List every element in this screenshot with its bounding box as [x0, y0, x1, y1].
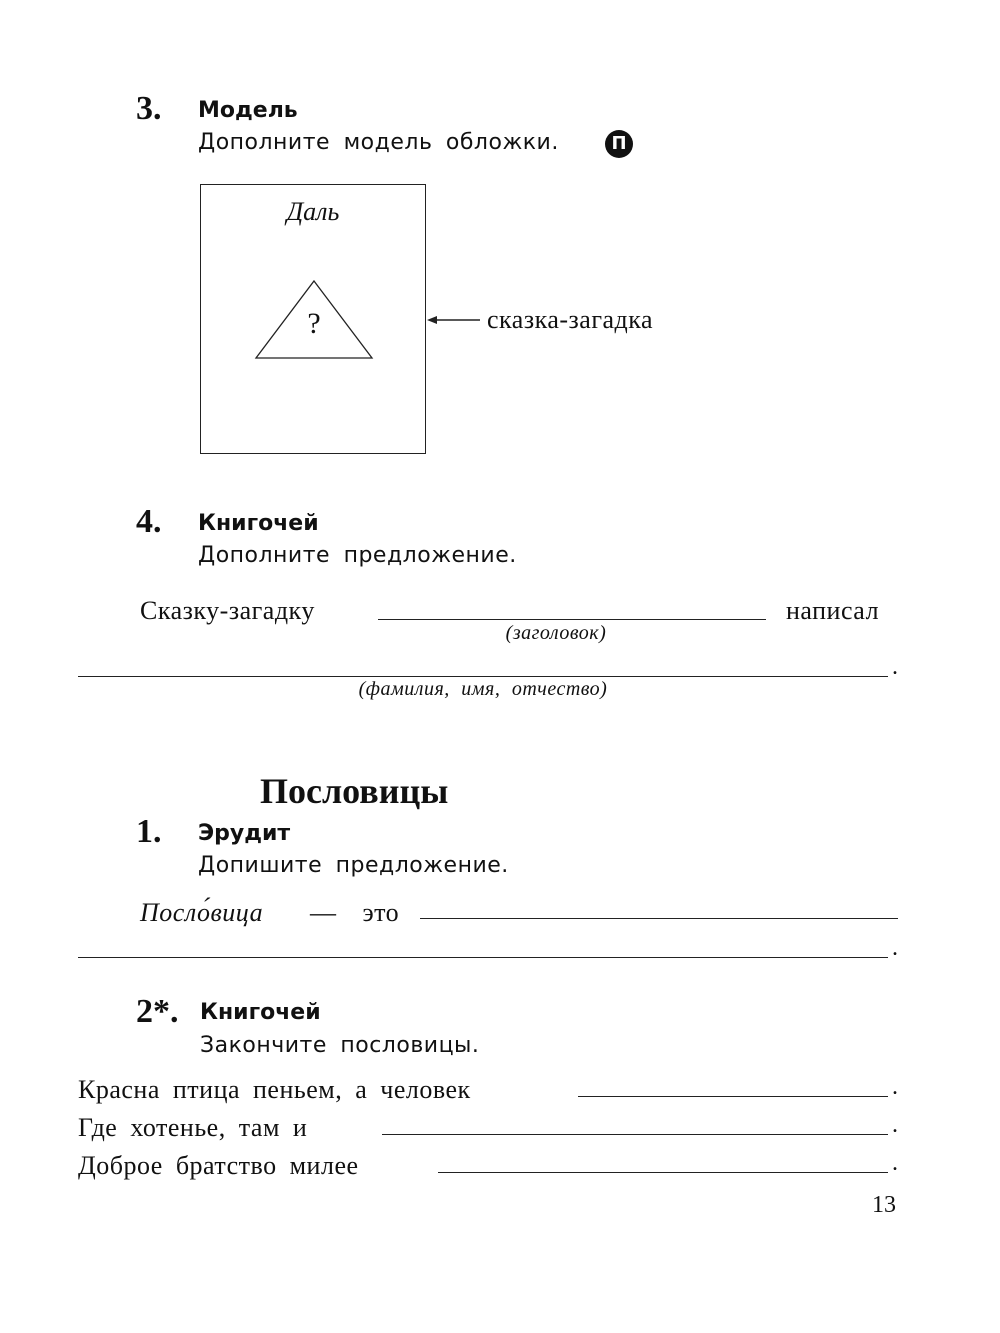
task-type-badge	[605, 130, 633, 158]
task2-number: 2*.	[136, 993, 179, 1030]
task2-instruction: Закончите пословицы.	[200, 1033, 480, 1058]
task1-number: 1.	[136, 813, 162, 850]
task3-number: 3.	[136, 90, 162, 127]
proverb-line: Где хотенье, там и	[78, 1113, 308, 1142]
proverb-blank-line[interactable]	[578, 1096, 888, 1097]
proverb-end-dot: .	[892, 1150, 898, 1176]
hint-title: (заголовок)	[505, 622, 607, 644]
proverb-blank-line[interactable]	[382, 1134, 888, 1135]
task3-title: Модель	[198, 98, 298, 123]
page-number: 13	[872, 1192, 896, 1218]
triangle-question-mark: ?	[307, 307, 321, 340]
hint-author: (фамилия, имя, отчество)	[358, 678, 608, 700]
badge-label: П	[611, 133, 627, 154]
definition-blank-line-2[interactable]	[78, 957, 888, 958]
proverb-end-dot: .	[892, 1112, 898, 1138]
dash-is: — это	[310, 898, 400, 927]
arrow-left-icon	[426, 312, 482, 328]
title-blank-line[interactable]	[378, 619, 766, 620]
proverb-line: Красна птица пеньем, а человек	[78, 1075, 471, 1104]
proverb-line: Доброе братство милее	[78, 1151, 359, 1180]
task4-title: Книгочей	[198, 511, 319, 536]
author-end-dot: .	[892, 654, 898, 680]
task4-number: 4.	[136, 503, 162, 540]
task1-title: Эрудит	[198, 821, 291, 846]
cover-title: Даль	[286, 197, 340, 226]
sentence-start: Сказку-загадку	[140, 596, 315, 625]
author-blank-line[interactable]	[78, 676, 888, 677]
definition-blank-line[interactable]	[420, 918, 898, 919]
section-heading: Пословицы	[260, 771, 449, 811]
task2-title: Книгочей	[200, 1000, 321, 1025]
proverb-term: Посло́вица	[140, 898, 264, 927]
proverb-end-dot: .	[892, 1074, 898, 1100]
proverb-blank-line[interactable]	[438, 1172, 888, 1173]
cover-model	[200, 184, 426, 454]
arrow-label: сказка-загадка	[487, 305, 654, 334]
definition-end-dot: .	[892, 935, 898, 961]
task3-instruction: Дополните модель обложки.	[198, 130, 559, 155]
task1-instruction: Допишите предложение.	[198, 853, 509, 878]
task4-instruction: Дополните предложение.	[198, 543, 517, 568]
sentence-end: написал	[786, 596, 880, 625]
